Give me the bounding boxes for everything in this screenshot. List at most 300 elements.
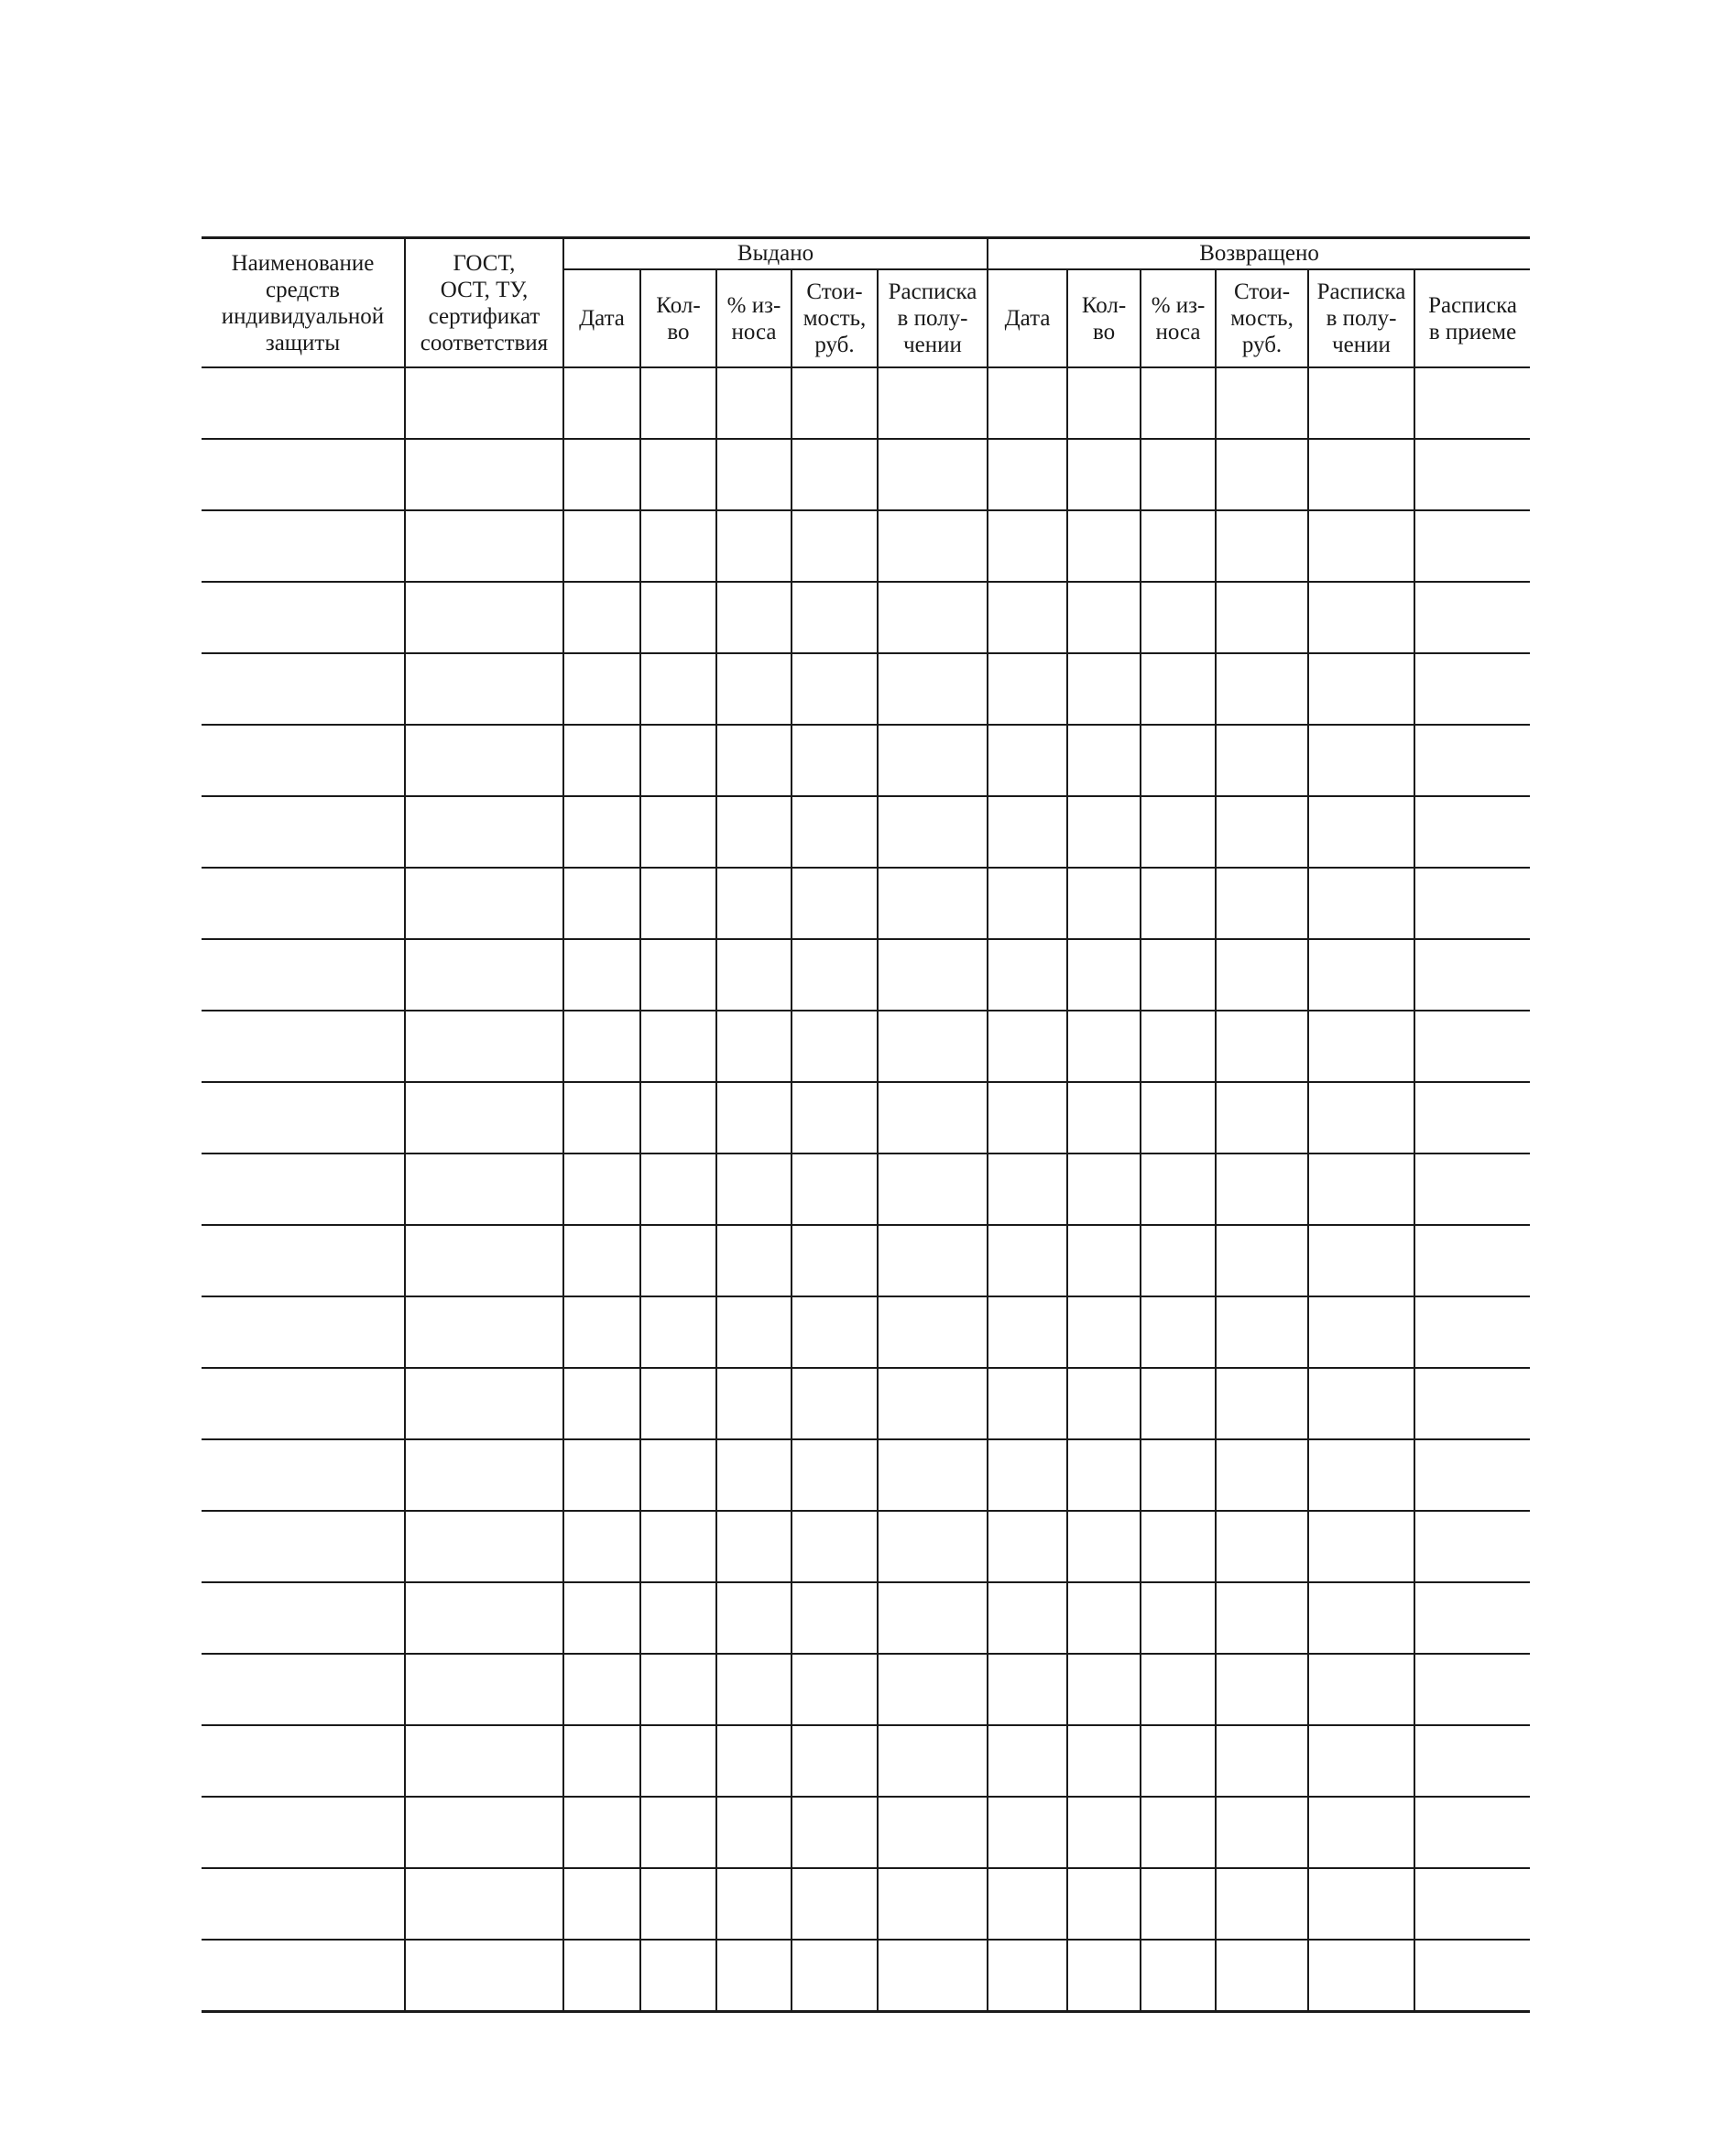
- table-cell: [1141, 868, 1216, 939]
- table-cell: [405, 1797, 563, 1868]
- table-cell: [1067, 1225, 1141, 1296]
- table-cell: [1414, 1154, 1530, 1225]
- table-cell: [792, 1225, 878, 1296]
- table-cell: [202, 1582, 405, 1654]
- table-cell: [1414, 1940, 1530, 2012]
- table-cell: [716, 1797, 792, 1868]
- table-cell: [563, 510, 640, 582]
- table-cell: [563, 1511, 640, 1582]
- table-cell: [640, 1868, 716, 1940]
- table-cell: [878, 367, 988, 439]
- table-cell: [405, 1011, 563, 1082]
- table-cell: [988, 439, 1067, 510]
- table-cell: [878, 1797, 988, 1868]
- table-cell: [1067, 1654, 1141, 1725]
- table-cell: [640, 1582, 716, 1654]
- table-cell: [988, 1439, 1067, 1511]
- table-cell: [202, 1011, 405, 1082]
- col-header-issued-cost: Стои- мость, руб.: [792, 269, 878, 367]
- table-cell: [716, 653, 792, 725]
- table-cell: [988, 1511, 1067, 1582]
- table-cell: [1414, 367, 1530, 439]
- table-cell: [640, 1725, 716, 1797]
- table-cell: [1414, 653, 1530, 725]
- table-cell: [1308, 1940, 1414, 2012]
- table-cell: [202, 1797, 405, 1868]
- table-cell: [1308, 582, 1414, 653]
- table-row: [202, 582, 1530, 653]
- table-cell: [202, 1654, 405, 1725]
- table-cell: [640, 796, 716, 868]
- col-header-name: Наименование средств индивидуальной защиты: [202, 238, 405, 368]
- table-cell: [792, 1797, 878, 1868]
- table-cell: [202, 1511, 405, 1582]
- table-cell: [202, 1154, 405, 1225]
- header-row-groups: [202, 238, 1530, 270]
- table-cell: [1414, 796, 1530, 868]
- table-row: [202, 725, 1530, 796]
- table-cell: [1414, 582, 1530, 653]
- table-cell: [716, 1725, 792, 1797]
- table-row: [202, 1511, 1530, 1582]
- table-cell: [1414, 1368, 1530, 1439]
- table-cell: [1414, 1082, 1530, 1154]
- table-cell: [716, 1225, 792, 1296]
- table-cell: [1216, 1154, 1308, 1225]
- table-cell: [405, 367, 563, 439]
- table-cell: [716, 1868, 792, 1940]
- table-cell: [640, 1296, 716, 1368]
- table-cell: [1216, 1797, 1308, 1868]
- table-cell: [792, 1511, 878, 1582]
- table-cell: [1216, 1082, 1308, 1154]
- table-cell: [792, 1725, 878, 1797]
- table-cell: [1067, 367, 1141, 439]
- table-cell: [405, 1296, 563, 1368]
- table-cell: [792, 1011, 878, 1082]
- table-cell: [878, 1725, 988, 1797]
- table-cell: [405, 439, 563, 510]
- table-cell: [1067, 796, 1141, 868]
- table-cell: [1414, 1797, 1530, 1868]
- table-cell: [988, 1868, 1067, 1940]
- table-cell: [878, 1654, 988, 1725]
- table-cell: [202, 367, 405, 439]
- col-header-returned-date: Дата: [988, 269, 1067, 367]
- table-cell: [1067, 725, 1141, 796]
- table-cell: [1414, 939, 1530, 1011]
- table-cell: [1216, 582, 1308, 653]
- table-cell: [1141, 582, 1216, 653]
- table-cell: [405, 868, 563, 939]
- table-cell: [1414, 510, 1530, 582]
- table-cell: [1308, 1582, 1414, 1654]
- table-cell: [1414, 1654, 1530, 1725]
- table-cell: [988, 1368, 1067, 1439]
- table-row: [202, 796, 1530, 868]
- table-cell: [1067, 510, 1141, 582]
- table-cell: [1414, 439, 1530, 510]
- table-cell: [1216, 510, 1308, 582]
- table-cell: [792, 1868, 878, 1940]
- table-cell: [405, 1225, 563, 1296]
- table-row: [202, 1439, 1530, 1511]
- table-cell: [878, 1868, 988, 1940]
- table-row: [202, 1654, 1530, 1725]
- table-cell: [878, 439, 988, 510]
- table-cell: [640, 1439, 716, 1511]
- table-cell: [563, 1654, 640, 1725]
- table-cell: [405, 1439, 563, 1511]
- table-cell: [792, 1439, 878, 1511]
- table-cell: [1308, 1154, 1414, 1225]
- table-cell: [1141, 1582, 1216, 1654]
- table-cell: [640, 939, 716, 1011]
- table-cell: [640, 725, 716, 796]
- table-cell: [1141, 725, 1216, 796]
- table-cell: [878, 939, 988, 1011]
- col-header-issued-receipt: Расписка в полу- чении: [878, 269, 988, 367]
- table-cell: [1141, 439, 1216, 510]
- table-cell: [563, 1368, 640, 1439]
- table-cell: [1067, 1940, 1141, 2012]
- table-cell: [202, 1940, 405, 2012]
- table-cell: [988, 1011, 1067, 1082]
- table-cell: [1308, 1011, 1414, 1082]
- table-cell: [716, 1296, 792, 1368]
- table-cell: [1308, 725, 1414, 796]
- table-row: [202, 653, 1530, 725]
- table-cell: [1141, 1225, 1216, 1296]
- table-cell: [878, 1011, 988, 1082]
- table-cell: [792, 439, 878, 510]
- table-cell: [1067, 1582, 1141, 1654]
- table-cell: [640, 1082, 716, 1154]
- table-cell: [202, 1296, 405, 1368]
- table-cell: [1141, 1082, 1216, 1154]
- table-cell: [716, 582, 792, 653]
- table-cell: [1308, 1439, 1414, 1511]
- col-header-issued-date: Дата: [563, 269, 640, 367]
- table-cell: [202, 868, 405, 939]
- table-cell: [878, 1154, 988, 1225]
- table-row: [202, 1725, 1530, 1797]
- group-header-issued: Выдано: [563, 238, 988, 270]
- table-cell: [640, 868, 716, 939]
- table-cell: [202, 796, 405, 868]
- table-cell: [1141, 796, 1216, 868]
- table-cell: [640, 439, 716, 510]
- table-cell: [988, 796, 1067, 868]
- table-row: [202, 510, 1530, 582]
- table-row: [202, 1154, 1530, 1225]
- table-row: [202, 1082, 1530, 1154]
- table-cell: [988, 1082, 1067, 1154]
- table-cell: [640, 653, 716, 725]
- table-cell: [1067, 439, 1141, 510]
- table-row: [202, 1368, 1530, 1439]
- table-cell: [1308, 367, 1414, 439]
- table-cell: [716, 1940, 792, 2012]
- table-cell: [1414, 1582, 1530, 1654]
- table-cell: [792, 1368, 878, 1439]
- table-cell: [563, 725, 640, 796]
- table-cell: [405, 939, 563, 1011]
- table-cell: [792, 939, 878, 1011]
- table-cell: [792, 510, 878, 582]
- table-cell: [1216, 1654, 1308, 1725]
- table-cell: [1216, 1511, 1308, 1582]
- table-cell: [202, 439, 405, 510]
- table-cell: [405, 725, 563, 796]
- table-cell: [1308, 439, 1414, 510]
- table-cell: [878, 1940, 988, 2012]
- table-row: [202, 868, 1530, 939]
- table-cell: [1141, 1940, 1216, 2012]
- table-cell: [1141, 1797, 1216, 1868]
- table-cell: [878, 1582, 988, 1654]
- table-cell: [1141, 1725, 1216, 1797]
- table-cell: [878, 796, 988, 868]
- table-cell: [1308, 1368, 1414, 1439]
- table-cell: [202, 1368, 405, 1439]
- table-cell: [716, 868, 792, 939]
- table-cell: [1141, 653, 1216, 725]
- table-cell: [202, 1439, 405, 1511]
- table-cell: [1141, 1511, 1216, 1582]
- col-header-issued-qty: Кол- во: [640, 269, 716, 367]
- table-cell: [1308, 1725, 1414, 1797]
- table-cell: [1308, 510, 1414, 582]
- table-cell: [792, 367, 878, 439]
- table-cell: [202, 1225, 405, 1296]
- table-cell: [1308, 1654, 1414, 1725]
- table-cell: [988, 1654, 1067, 1725]
- table-cell: [1067, 1725, 1141, 1797]
- table-row: [202, 1011, 1530, 1082]
- col-header-standard: ГОСТ, ОСТ, ТУ, сертификат соответствия: [405, 238, 563, 368]
- table-cell: [563, 1225, 640, 1296]
- table-cell: [1141, 1368, 1216, 1439]
- table-cell: [988, 1797, 1067, 1868]
- table-cell: [1308, 1797, 1414, 1868]
- table-cell: [1067, 939, 1141, 1011]
- table-cell: [1308, 1868, 1414, 1940]
- table-cell: [405, 510, 563, 582]
- table-cell: [1308, 1225, 1414, 1296]
- table-cell: [640, 1368, 716, 1439]
- table-cell: [1216, 1725, 1308, 1797]
- table-cell: [1308, 653, 1414, 725]
- table-cell: [1216, 439, 1308, 510]
- table-cell: [878, 1511, 988, 1582]
- table-cell: [792, 1296, 878, 1368]
- table-cell: [878, 868, 988, 939]
- table-cell: [792, 1082, 878, 1154]
- col-header-issued-wear: % из- носа: [716, 269, 792, 367]
- table-cell: [1216, 653, 1308, 725]
- table-cell: [405, 653, 563, 725]
- table-row: [202, 1296, 1530, 1368]
- table-cell: [1308, 939, 1414, 1011]
- table-cell: [202, 1868, 405, 1940]
- table-cell: [405, 1868, 563, 1940]
- table-cell: [563, 1725, 640, 1797]
- table-cell: [1141, 1154, 1216, 1225]
- table-row: [202, 939, 1530, 1011]
- table-cell: [716, 367, 792, 439]
- table-cell: [1414, 725, 1530, 796]
- table-cell: [563, 1154, 640, 1225]
- table-cell: [1414, 1439, 1530, 1511]
- table-cell: [716, 1082, 792, 1154]
- table-cell: [716, 439, 792, 510]
- table-row: [202, 367, 1530, 439]
- table-cell: [988, 653, 1067, 725]
- table-cell: [988, 1296, 1067, 1368]
- table-cell: [640, 1154, 716, 1225]
- table-row: [202, 1868, 1530, 1940]
- table-cell: [716, 1154, 792, 1225]
- table-cell: [202, 510, 405, 582]
- table-cell: [988, 510, 1067, 582]
- table-cell: [640, 1011, 716, 1082]
- table-cell: [792, 725, 878, 796]
- table-cell: [988, 1582, 1067, 1654]
- table-cell: [640, 367, 716, 439]
- table-cell: [1067, 582, 1141, 653]
- table-cell: [878, 510, 988, 582]
- table-cell: [640, 1654, 716, 1725]
- table-cell: [1414, 1011, 1530, 1082]
- table-cell: [1216, 1868, 1308, 1940]
- table-cell: [405, 1725, 563, 1797]
- table-cell: [878, 1439, 988, 1511]
- table-cell: [202, 939, 405, 1011]
- table-cell: [405, 1654, 563, 1725]
- table-cell: [1308, 1082, 1414, 1154]
- table-cell: [1308, 1296, 1414, 1368]
- table-cell: [988, 582, 1067, 653]
- table-cell: [1216, 1940, 1308, 2012]
- table-cell: [1216, 1582, 1308, 1654]
- table-cell: [1067, 1296, 1141, 1368]
- table-cell: [1216, 868, 1308, 939]
- table-cell: [1141, 1011, 1216, 1082]
- table-cell: [1414, 1868, 1530, 1940]
- table-cell: [563, 582, 640, 653]
- table-cell: [1414, 868, 1530, 939]
- table-cell: [988, 1154, 1067, 1225]
- table-cell: [405, 582, 563, 653]
- table-cell: [878, 653, 988, 725]
- col-header-returned-receipt: Расписка в полу- чении: [1308, 269, 1414, 367]
- table-cell: [1067, 1011, 1141, 1082]
- table-cell: [563, 653, 640, 725]
- table-row: [202, 439, 1530, 510]
- table-cell: [716, 1654, 792, 1725]
- table-cell: [1216, 939, 1308, 1011]
- table-cell: [1216, 1439, 1308, 1511]
- table-cell: [1216, 1225, 1308, 1296]
- table-cell: [792, 1154, 878, 1225]
- table-cell: [563, 367, 640, 439]
- table-cell: [1414, 1225, 1530, 1296]
- col-header-returned-qty: Кол- во: [1067, 269, 1141, 367]
- table-cell: [1141, 1868, 1216, 1940]
- table-cell: [878, 725, 988, 796]
- table-cell: [1308, 796, 1414, 868]
- table-body: [202, 367, 1530, 2012]
- table-cell: [716, 1582, 792, 1654]
- table-cell: [1141, 367, 1216, 439]
- table-cell: [202, 1725, 405, 1797]
- table-cell: [1414, 1296, 1530, 1368]
- col-header-returned-acceptance: Расписка в приеме: [1414, 269, 1530, 367]
- table-cell: [1216, 1011, 1308, 1082]
- table-row: [202, 1797, 1530, 1868]
- table-cell: [1308, 868, 1414, 939]
- table-cell: [1414, 1511, 1530, 1582]
- table-cell: [792, 653, 878, 725]
- table-cell: [716, 939, 792, 1011]
- table-cell: [405, 796, 563, 868]
- table-cell: [640, 1797, 716, 1868]
- table-cell: [1216, 796, 1308, 868]
- table-cell: [202, 653, 405, 725]
- table-cell: [988, 725, 1067, 796]
- col-header-returned-wear: % из- носа: [1141, 269, 1216, 367]
- table-cell: [640, 1511, 716, 1582]
- table-cell: [1216, 367, 1308, 439]
- table-cell: [988, 939, 1067, 1011]
- table-cell: [988, 367, 1067, 439]
- table-cell: [563, 1797, 640, 1868]
- table-cell: [563, 1940, 640, 2012]
- table-cell: [716, 725, 792, 796]
- table-cell: [878, 1296, 988, 1368]
- table-cell: [1141, 1439, 1216, 1511]
- table-cell: [1067, 1368, 1141, 1439]
- table-cell: [563, 1439, 640, 1511]
- table-cell: [716, 1011, 792, 1082]
- table-cell: [792, 1940, 878, 2012]
- table-cell: [878, 1368, 988, 1439]
- table-cell: [563, 1296, 640, 1368]
- table-cell: [792, 1654, 878, 1725]
- table-cell: [716, 1511, 792, 1582]
- table-cell: [405, 1940, 563, 2012]
- table-cell: [202, 725, 405, 796]
- table-cell: [640, 582, 716, 653]
- table-cell: [640, 1940, 716, 2012]
- table-cell: [1141, 1654, 1216, 1725]
- table-cell: [1216, 725, 1308, 796]
- table-cell: [792, 582, 878, 653]
- table-cell: [716, 1368, 792, 1439]
- table-cell: [878, 1225, 988, 1296]
- table-cell: [405, 1368, 563, 1439]
- table-cell: [1216, 1296, 1308, 1368]
- table-cell: [1308, 1511, 1414, 1582]
- table-cell: [405, 1511, 563, 1582]
- table-cell: [988, 1725, 1067, 1797]
- table-cell: [1067, 868, 1141, 939]
- table-cell: [405, 1154, 563, 1225]
- table-cell: [1067, 1082, 1141, 1154]
- table-cell: [988, 1940, 1067, 2012]
- table-cell: [405, 1582, 563, 1654]
